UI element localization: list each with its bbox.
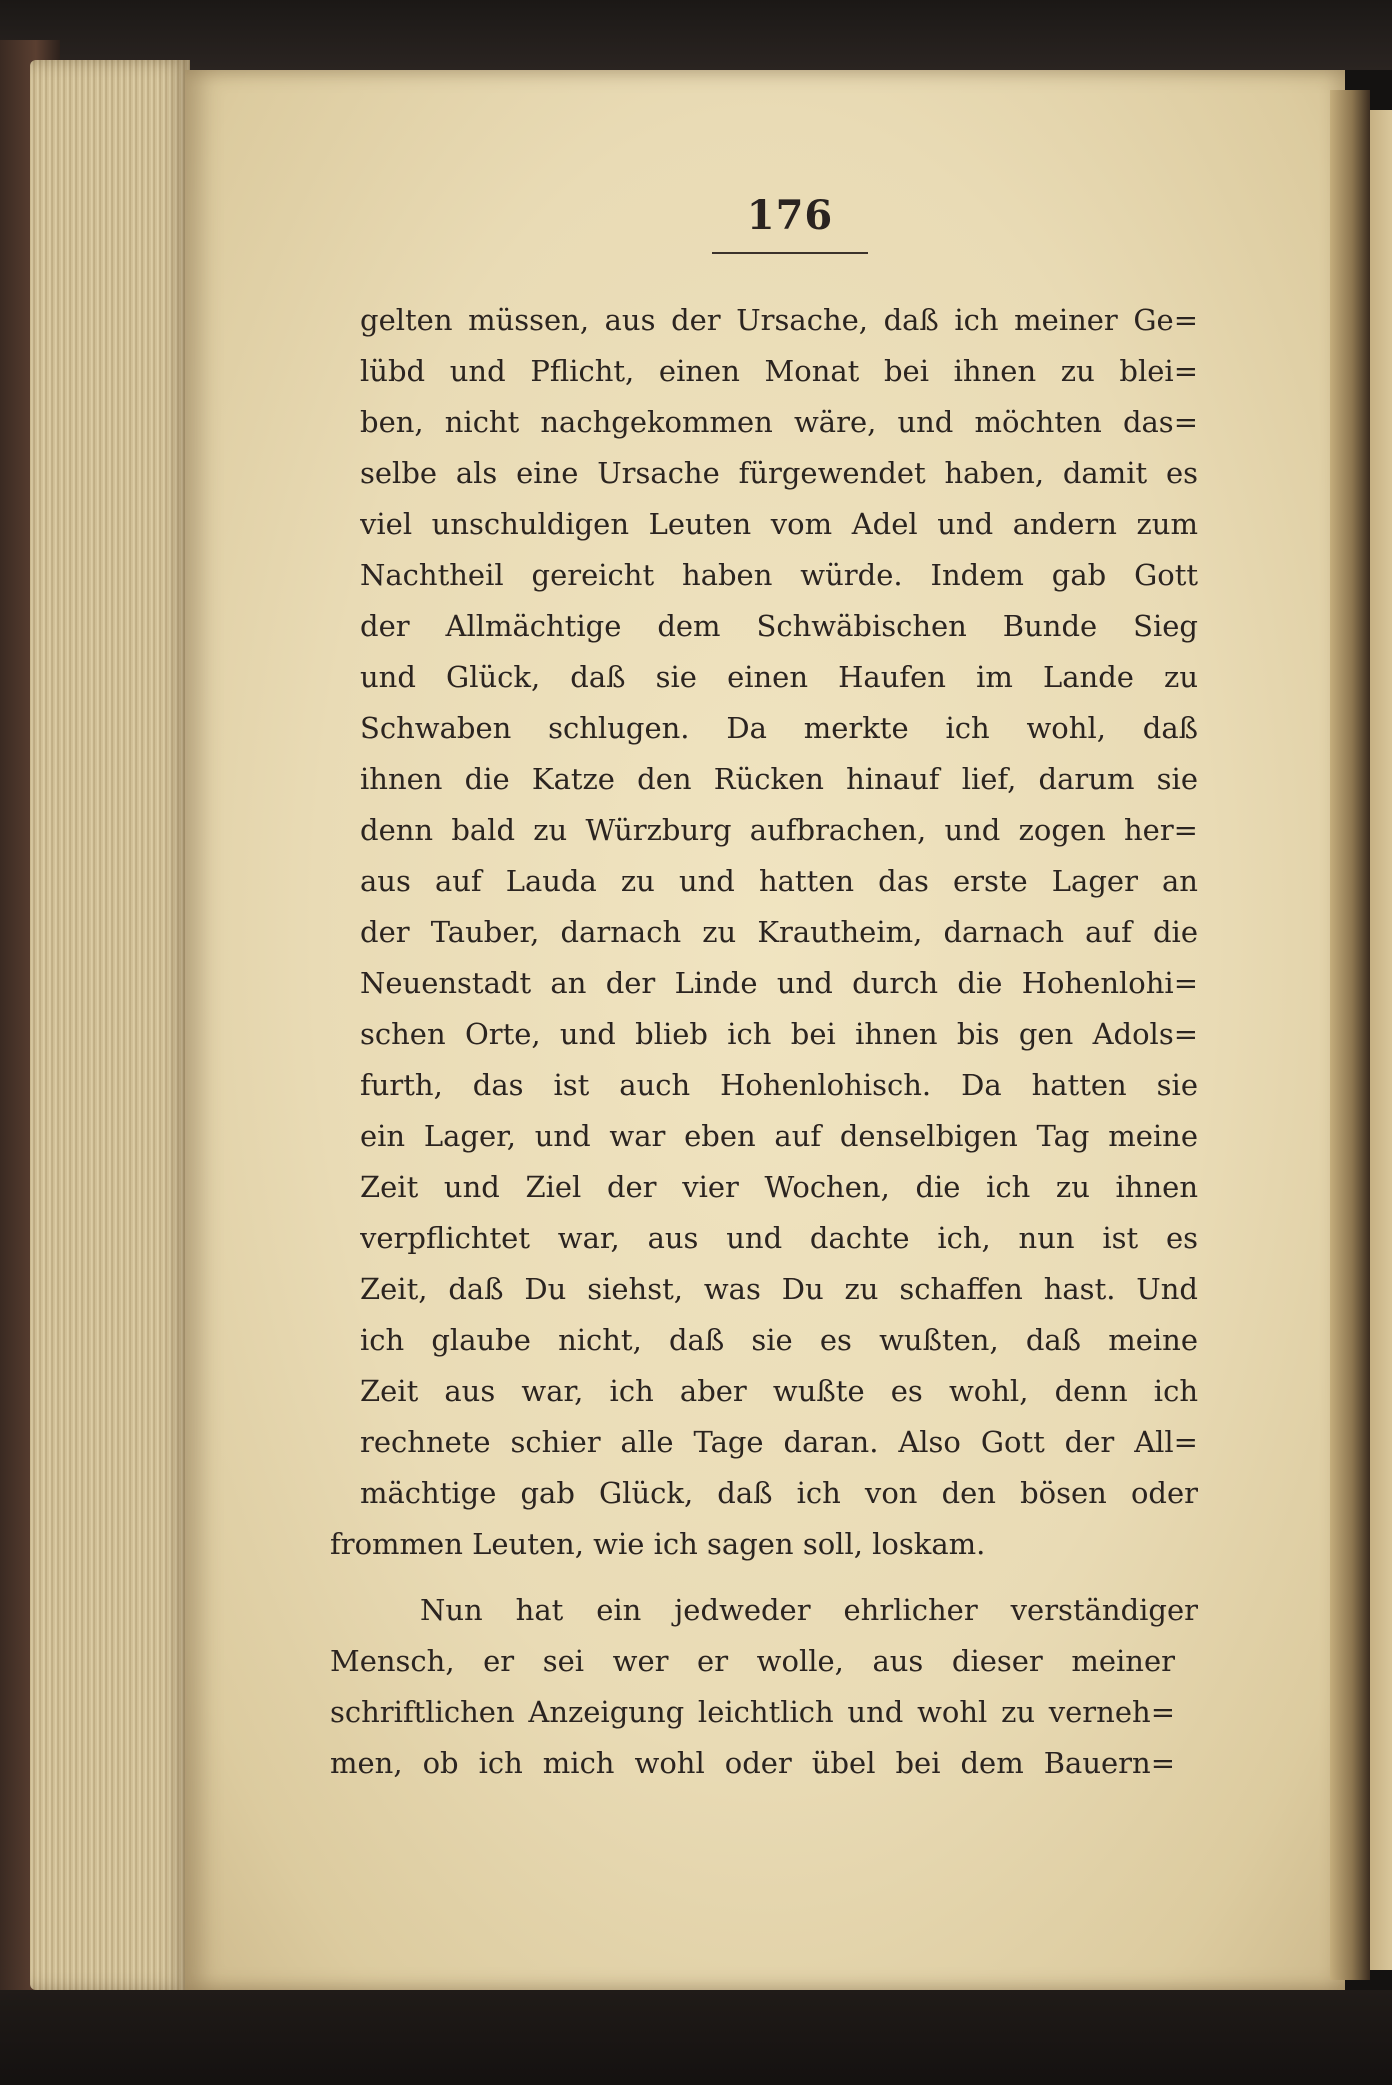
page-gutter [1330,90,1370,1980]
text-line: men, ob ich mich wohl oder übel bei dem Bauern= [330,1746,1175,1780]
text-line: aus auf Lauda zu und hatten das erste Lager an [360,864,1198,898]
page-number-rule [712,252,868,254]
text-line: mächtige gab Glück, daß ich von den bösen oder [360,1476,1198,1510]
text-line: Neuenstadt an der Linde und durch die Hohenlohi= [360,966,1198,1000]
text-line: Schwaben schlugen. Da merkte ich wohl, daß [360,711,1198,745]
text-line: lübd und Pflicht, einen Monat bei ihnen zu blei= [360,354,1198,388]
text-line: gelten müssen, aus der Ursache, daß ich meiner Ge= [360,303,1198,337]
text-line: ich glaube nicht, daß sie es wußten, daß meine [360,1323,1198,1357]
text-line: selbe als eine Ursache fürgewendet haben, damit es [360,456,1198,490]
text-line: Zeit und Ziel der vier Wochen, die ich zu ihnen [360,1170,1198,1204]
book-cover-top [0,0,1392,70]
text-line: Zeit aus war, ich aber wußte es wohl, denn ich [360,1374,1198,1408]
text-line: verpflichtet war, aus und dachte ich, nun ist es [360,1221,1198,1255]
text-line: Nun hat ein jedweder ehrlicher verständiger [420,1593,1198,1627]
text-line: Zeit, daß Du siehst, was Du zu schaffen hast. Und [360,1272,1198,1306]
page-edges [30,60,190,1990]
page-number: 176 [746,192,834,239]
text-line: Nachtheil gereicht haben würde. Indem gab Gott [360,558,1198,592]
text-line: schen Orte, und blieb ich bei ihnen bis gen Adols= [360,1017,1198,1051]
text-line: viel unschuldigen Leuten vom Adel und andern zum [360,507,1198,541]
text-line: der Tauber, darnach zu Krautheim, darnach auf die [360,915,1198,949]
text-line: Mensch, er sei wer er wolle, aus dieser meiner [330,1644,1175,1678]
text-line: der Allmächtige dem Schwäbischen Bunde Sieg [360,609,1198,643]
text-line: rechnete schier alle Tage daran. Also Gott der All= [360,1425,1198,1459]
book-cover-bottom [0,1990,1392,2085]
text-line: frommen Leuten, wie ich sagen soll, loskam. [330,1527,986,1561]
text-line: ben, nicht nachgekommen wäre, und möchten das= [360,405,1198,439]
text-line: furth, das ist auch Hohenlohisch. Da hatten sie [360,1068,1198,1102]
text-line: schriftlichen Anzeigung leichtlich und wohl zu verneh= [330,1695,1175,1729]
text-line: ihnen die Katze den Rücken hinauf lief, darum sie [360,762,1198,796]
text-line: ein Lager, und war eben auf denselbigen Tag meine [360,1119,1198,1153]
text-line: und Glück, daß sie einen Haufen im Lande zu [360,660,1198,694]
text-line: denn bald zu Würzburg aufbrachen, und zogen her= [360,813,1198,847]
